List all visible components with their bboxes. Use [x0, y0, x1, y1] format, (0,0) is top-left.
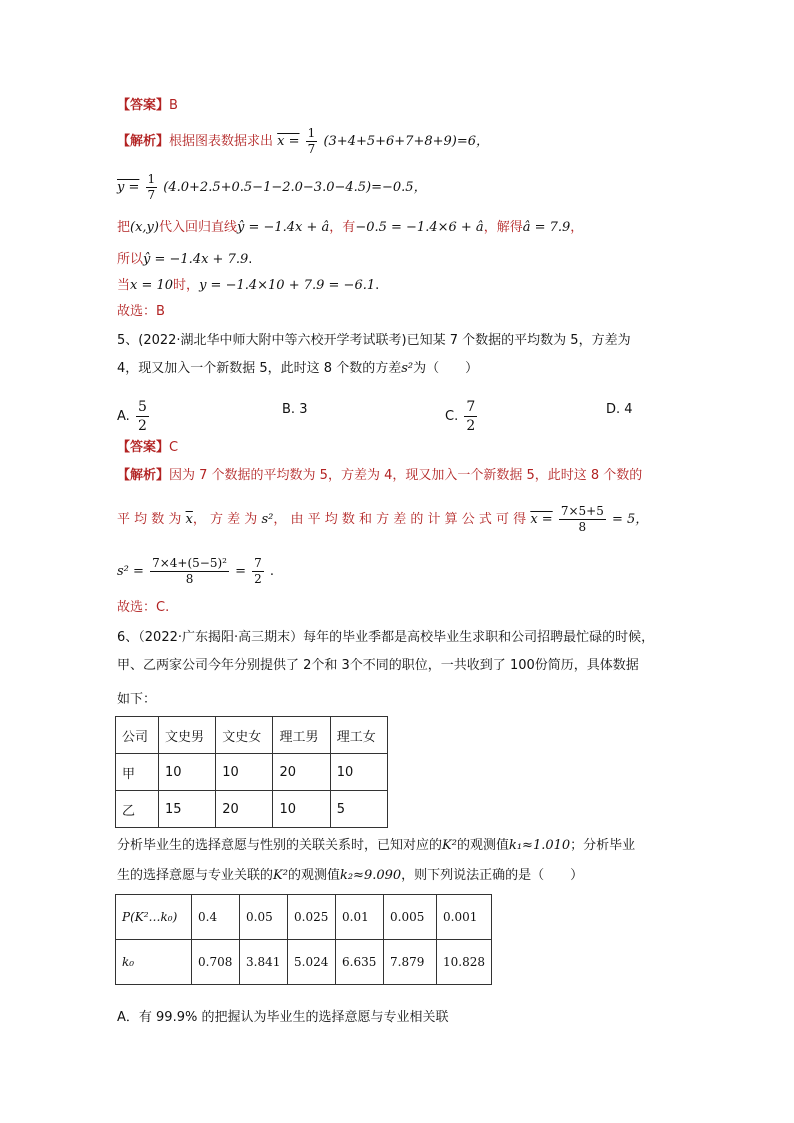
analysis-tag: 【解析】: [117, 134, 170, 149]
option-text: 3: [299, 402, 308, 417]
q5-analysis-line2: [117, 504, 648, 535]
q4-analysis-line3: [117, 218, 583, 238]
text: 为（ ）: [413, 361, 479, 376]
q6-after-line2: [117, 866, 583, 886]
frac-num: 1: [307, 126, 316, 140]
table-cell: 10: [216, 754, 273, 791]
q4-answer-line: [117, 96, 178, 116]
math: K²: [273, 868, 288, 883]
text: ，解得: [483, 220, 523, 235]
math: =: [235, 564, 246, 579]
table-cell: 10.828: [437, 940, 492, 985]
frac-num: 7: [466, 399, 476, 415]
table-cell: 甲: [116, 754, 159, 791]
math: k₂≈9.090: [339, 868, 402, 883]
option-label: C.: [445, 409, 459, 424]
table-cell: 5.024: [288, 940, 336, 985]
q5-option-d[interactable]: [606, 400, 633, 420]
text: 的观测值: [456, 838, 509, 853]
table-row: [116, 895, 492, 940]
q4-analysis-line5: [117, 276, 379, 296]
math: ŷ = −1.4x + 7.9: [143, 252, 249, 267]
table-cell: 0.05: [240, 895, 288, 940]
frac-num: 5: [137, 399, 147, 415]
math: −0.5 = −1.4×6 + â: [355, 220, 484, 235]
math: â = 7.9: [522, 220, 571, 235]
table-header: 理工男: [273, 717, 330, 754]
table-cell: 0.4: [192, 895, 240, 940]
table-row: [116, 791, 388, 828]
table-cell: 0.708: [192, 940, 240, 985]
result-fraction: [252, 556, 264, 587]
table-cell: 0.005: [384, 895, 437, 940]
q4-analysis-line2: [117, 172, 427, 203]
q5-answer-line: [117, 438, 178, 458]
table-header: 公司: [116, 717, 159, 754]
frac-den: 7: [307, 142, 316, 156]
frac-den: 2: [254, 572, 262, 586]
text: 的观测值: [287, 868, 340, 883]
option-fraction: [136, 398, 149, 435]
frac-num: 7×5+5: [560, 504, 604, 518]
math: x = 10: [130, 278, 174, 293]
table-header: 文史女: [216, 717, 273, 754]
table-cell: 10: [158, 754, 215, 791]
table-cell: 乙: [116, 791, 159, 828]
q5-stem-line1: 5、(2022·湖北华中师大附中等六校开学考试联考)已知某 7 个数据的平均数为 5，方差为: [117, 333, 631, 348]
table-cell: 20: [273, 754, 330, 791]
math: $\overline{x}$: [185, 512, 193, 527]
q6-stem-line3: 如下：: [117, 692, 157, 707]
table-cell: 10: [273, 791, 330, 828]
option-label: A.: [117, 409, 130, 424]
fraction-1-7: [146, 172, 158, 203]
math: (x,y): [130, 220, 159, 235]
text: ， 方 差 为: [192, 512, 258, 527]
text: 所以: [117, 252, 144, 267]
q6-stem-line2: 甲、乙两家公司今年分别提供了 2个和 3个不同的职位，一共收到了 100份简历，具体数据: [117, 658, 639, 673]
fraction-1-7: [306, 126, 318, 157]
q6-after-line1: [117, 836, 635, 856]
analysis-text: 因为 7 个数据的平均数为 5，方差为 4，现又加入一个新数据 5，此时这 8 个数的: [169, 468, 643, 483]
table-cell: 0.01: [336, 895, 384, 940]
frac-num: 7: [254, 556, 262, 570]
frac-den: 8: [185, 572, 194, 586]
answer-tag: 【答案】: [117, 98, 170, 113]
math: s²: [401, 361, 414, 376]
math: s² =: [117, 564, 144, 579]
math: s²: [261, 512, 274, 527]
table-header: 理工女: [330, 717, 387, 754]
math: y = −1.4×10 + 7.9 = −6.1: [199, 278, 376, 293]
table-row: [116, 754, 388, 791]
text: 平 均 数 为: [117, 512, 182, 527]
answer-tag: 【答案】: [117, 440, 170, 455]
text: 4，现又加入一个新数据 5，此时这 8 个数的方差: [117, 361, 402, 376]
text: 分析毕业生的选择意愿与性别的关联关系时，已知对应的: [117, 838, 443, 853]
text: 当: [117, 278, 131, 293]
q5-conclusion: 故选：C.: [117, 600, 170, 615]
q6-option-a[interactable]: A．有 99.9% 的把握认为毕业生的选择意愿与专业相关联: [117, 1010, 449, 1025]
option-label: D.: [606, 402, 621, 417]
text: ，有: [329, 220, 356, 235]
analysis-text: 根据图表数据求出: [169, 134, 274, 149]
option-text: 4: [624, 402, 633, 417]
table-cell: 5: [330, 791, 387, 828]
mean-x-expr: (3+4+5+6+7+8+9)=6，: [323, 134, 490, 149]
text: 时，: [173, 278, 200, 293]
q5-option-c[interactable]: [445, 398, 479, 435]
text: ， 由 平 均 数 和 方 差 的 计 算 公 式 可 得: [273, 512, 527, 527]
table-cell: 3.841: [240, 940, 288, 985]
q5-option-a[interactable]: [117, 398, 151, 435]
q6-resume-table: [115, 716, 388, 828]
xbar-eq: x =: [277, 134, 300, 149]
option-label: B.: [282, 402, 296, 417]
table-row-label: P(K²…k₀): [116, 895, 192, 940]
frac-den: 2: [466, 418, 476, 434]
text: 生的选择意愿与专业关联的: [117, 868, 274, 883]
text: ；分析毕业: [570, 838, 636, 853]
math: x =: [530, 512, 553, 527]
ybar-eq: y =: [117, 180, 140, 195]
text: .: [248, 252, 253, 267]
table-row: [116, 940, 492, 985]
table-cell: 6.635: [336, 940, 384, 985]
variance-fraction: [150, 556, 229, 587]
frac-den: 7: [147, 188, 156, 202]
text: 把: [117, 220, 131, 235]
table-cell: 0.001: [437, 895, 492, 940]
text: .: [375, 278, 380, 293]
math: k₁≈1.010: [508, 838, 571, 853]
table-cell: 7.879: [384, 940, 437, 985]
table-cell: 20: [216, 791, 273, 828]
math: K²: [442, 838, 457, 853]
table-header-row: [116, 717, 388, 754]
table-cell: 15: [158, 791, 215, 828]
q4-analysis-line1: [117, 126, 489, 157]
q5-variance-formula: [117, 556, 274, 587]
frac-num: 7×4+(5−5)²: [152, 556, 227, 570]
mean-fraction: [559, 504, 606, 535]
table-cell: 0.025: [288, 895, 336, 940]
option-fraction: [464, 398, 477, 435]
q6-critical-value-table: [115, 894, 492, 985]
answer-value: B: [169, 98, 178, 113]
text: ，: [570, 220, 584, 235]
math: ŷ = −1.4x + â: [236, 220, 330, 235]
answer-value: C: [169, 440, 179, 455]
text: .: [269, 564, 275, 579]
q4-analysis-line4: [117, 250, 252, 270]
q5-option-b[interactable]: [282, 400, 307, 420]
q5-analysis-line1: [117, 466, 642, 486]
q5-stem-line2: [117, 359, 478, 379]
q6-stem-line1: 6、（2022·广东揭阳·高三期末）每年的毕业季都是高校毕业生求职和公司招聘最忙碌的时候，: [117, 630, 655, 645]
text: ，则下列说法正确的是（ ）: [401, 868, 584, 883]
table-header: 文史男: [158, 717, 215, 754]
table-cell: 10: [330, 754, 387, 791]
math: = 5，: [611, 512, 649, 527]
mean-y-expr: (4.0+2.5+0.5−1−2.0−3.0−4.5)=−0.5，: [163, 180, 427, 195]
frac-den: 2: [137, 418, 147, 434]
table-row-label: k₀: [116, 940, 192, 985]
frac-den: 8: [578, 520, 587, 534]
text: 代入回归直线: [158, 220, 237, 235]
analysis-tag: 【解析】: [117, 468, 170, 483]
frac-num: 1: [147, 172, 156, 186]
q4-conclusion: 故选：B: [117, 304, 165, 319]
